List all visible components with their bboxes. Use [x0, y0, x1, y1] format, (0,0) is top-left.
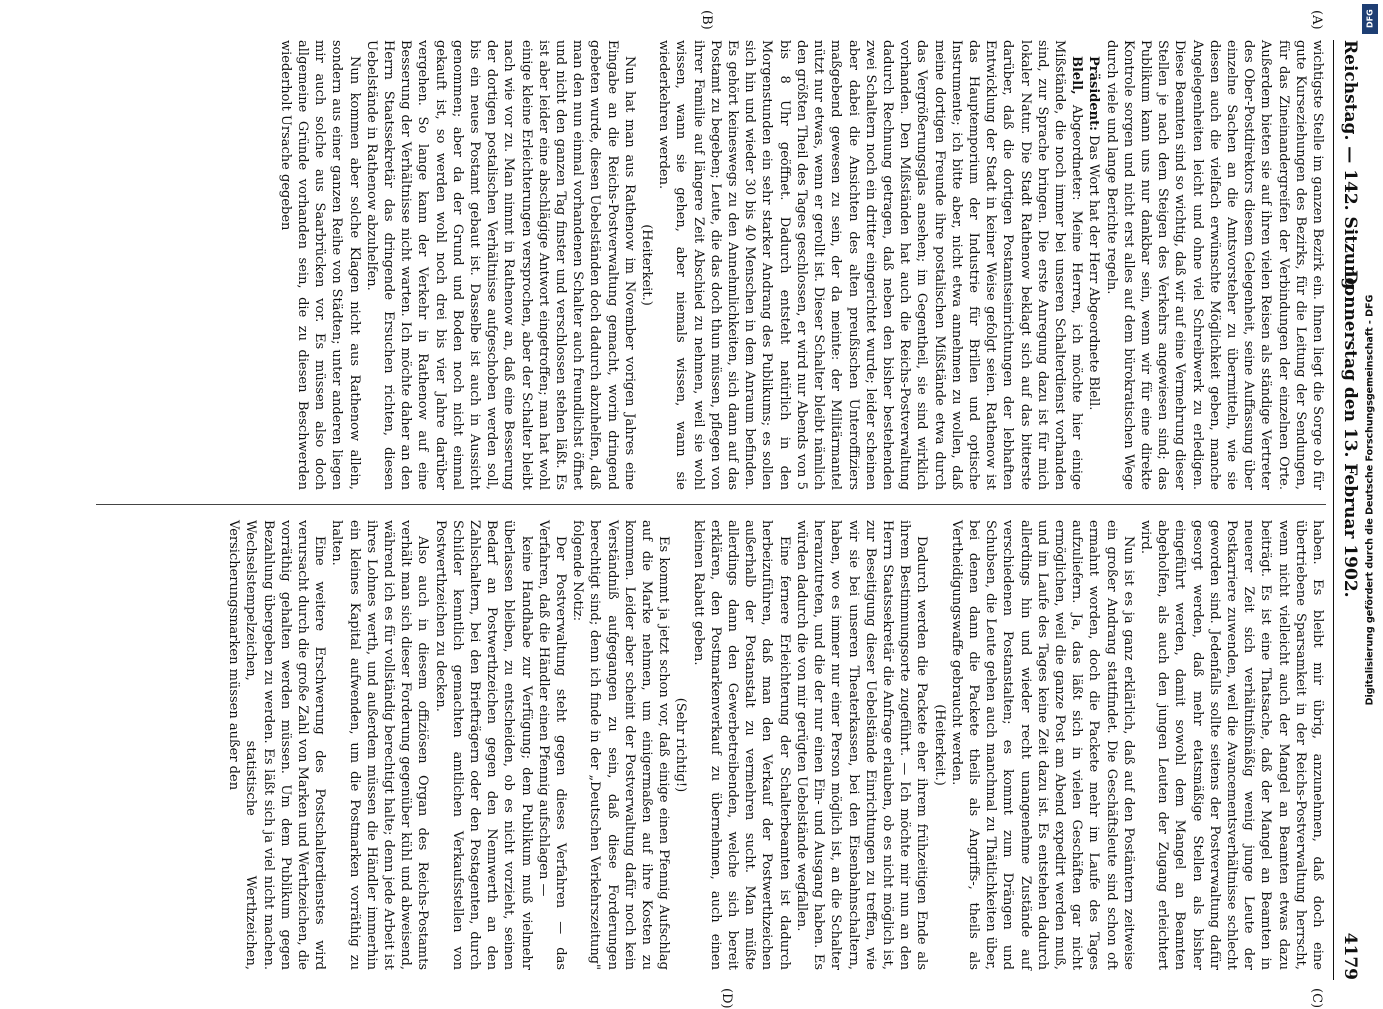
paragraph: Nun kommen aber solche Klagen nicht aus Rathenow allein, sondern aus einer ganzen Reihe von Städten; unter anderen liegen mir auch solche aus Saarbrücken vor. Es müssen also doch allgemeine Gründe vorhanden sein, die zu diesen Beschwerden wiederholt Ursache gegeben: [277, 40, 362, 490]
paragraph: [655, 40, 1085, 490]
paragraph: [1085, 40, 1102, 490]
interjection: (Heiterkeit.): [639, 224, 655, 306]
interjection: (Heiterkeit.): [931, 704, 947, 786]
paragraph: Es kommt ja jetzt schon vor, daß einige einen Pfennig Aufschlag auf die Marke nehmen, um einigermaßen auf ihre Kosten zu kommen. Leider aber scheint der Postverwaltung dafür noch kein Verständniß aufgegangen zu sein, daß diese Forderungen berechtigt sind; denn ich finde in der „Deutschen Verkehrszeitung" folgende Notiz:: [570, 520, 672, 970]
paragraph: Dadurch werden die Packete eher ihrem frühzeitigen Ende als ihrem Bestimmungsorte zugeführt. — Ich möchte mir nun an den Herrn Staatssekretär die Anfrage erlauben, ob es nicht möglich ist, zur Beseitigung dieser Uebelstände Einrichtungen zu treffen, wie wir sie bei unseren Theaterkassen, bei den Eisenbahnschaltern, haben, wo es immer nur einer Person möglich ist, an die Schalter heranzutreten, und die der nur einen Ein- und Ausgang haben. Es würden dadurch die von mir gerügten Uebelstände wegfallen.: [793, 520, 930, 970]
header-rule: [1333, 40, 1334, 980]
left-column: [92, 40, 1326, 490]
date-title: Donnerstag den 13. Februar 1902.: [1340, 270, 1360, 598]
interjection: (Sehr richtig!): [673, 697, 689, 793]
paragraph: wichtigste Stelle im ganzen Bezirk ein. Ihnen liegt die Sorge ob für gute Kurseziehungen des Bezirks, für die Leitung der Sendungen, für das Zineinandergreifen der Verbindungen der einzelnen Orte. Außerdem bieten sie auf ihren vielen Reisen als ständige Vertreter des Ober-Postdirektors diesem Gelegenheit, seine Auffassung über einzelne Sachen an die Amtsvorsteher zu übermitteln, wie sie diesen auch die vielfach erwünschte Möglichkeit geben, manche Angelegenheiten leicht und ohne viel Schreibwerk zu erledigen. Diese Beamten sind so wichtig, daß wir auf eine Vermehrung dieser Stellen je nach dem Steigen des Verkehrs angewiesen sind; das Publikum kann uns nur dankbar sein, wenn wir für eine direkte Kontrole sorgen und nicht erst alles auf dem bürokratischen Wege durch viele und lange Berichte regeln.: [1103, 40, 1325, 490]
margin-marker-b: (B): [699, 10, 714, 30]
quotation: keine Handhabe zur Verfügung; dem Publikum muß vielmehr überlassen bleiben, zu entscheiden, ob es nicht vorzieht, seinen Bedarf an Postwerthzeichen gegen den Nennwerth an den Zahlschaltern, bei den Briefträgern oder den Postagenten, durch Schilder kenntlich gemachten amtlichen Verkaufsstellen von Postwerthzeichen zu decken.: [432, 520, 534, 970]
dfg-logo: DFG: [1362, 4, 1378, 34]
margin-marker-c: (C): [1309, 988, 1324, 1009]
paragraph: haben. Es bleibt mir übrig, anzunehmen, daß doch eine übertriebene Sparsamkeit in der Reichs-Postverwaltung herrscht, wenn nicht vielleicht auch der Mangel an Beamten etwas dazu beiträgt. Es ist eine Thatsache, daß der Mangel an Beamten in neuerer Zeit sich verhältnißmäßig wenig junge Leute der Postkarriere zuwenden, weil die Avancementsverhältnisse schlecht geworden sind. Jedenfalls sollte seitens der Postverwaltung dafür gesorgt werden, daß mehr etatsmäßige Stellen als bisher eingeführt werden, damit sowohl dem Mangel an Beamten abgeholfen, als auch den jungen Leuten der Zugang erleichtert wird.: [1137, 520, 1325, 970]
paragraph: Nun hat man aus Rathenow im November vorigen Jahres eine Eingabe an die Reichs-Postverwaltung gemacht, worin dringend gebeten wurde, diesen Uebelständen doch dadurch abzuhelfen, daß man den nun einmal vorhandenen Schalter auch freundlichst öffnet und nicht den ganzen Tag finster und verschlossen stehen läßt. Es ist aber leider eine abschlägige Antwort eingetroffen; man hat wohl einige kleine Erleichterungen versprochen, aber der Schalter bleibt nach wie vor zu. Man nimmt in Rathenow an, daß eine Besserung der dortigen postalischen Verhältnisse aufgeschoben werden soll, bis ein neues Postamt gebaut ist. Dasselbe ist auch in Aussicht genommen; aber da der Grund und Boden noch nicht einmal gekauft ist, so werden wohl noch drei bis vier Jahre darüber vergehen. So lange kann der Verkehr in Rathenow auf eine Besserung der Verhältnisse nicht warten. Ich möchte daher an den Herrn Staatssekretär das dringende Ersuchen richten, diesen Uebelstände in Rathenow abzuhelfen.: [363, 40, 637, 490]
paragraph: Also auch in diesem offiziösen Organ des Reichs-Postamts verhält man sich dieser Forderung gegenüber kühl und abweisend, während ich es für vollständig berechtigt halte; denn jede Arbeit ist ihres Lohnes werth, und außerdem müssen die Händler immerhin ein kleines Kapital aufwenden, um die Postmarken vorräthig zu halten.: [329, 520, 431, 970]
document-page: [86, 10, 1364, 1009]
right-column: [92, 520, 1326, 970]
credit-text: Digitalisierung gefördert durch die Deutsche Forschungsgemeinschaft - DFG: [1364, 294, 1376, 706]
paragraph: Nun ist es ja ganz erklärlich, daß auf den Postämtern zeitweise ein großer Andrang stattfindet. Die Geschäftsleute sind schon oft ermahnt worden, doch die Packete mehr im Laufe des Tages aufzuliefern. Ja, das läßt sich in vielen Geschäften gar nicht ermöglichen, weil die ganze Post am Abend expedirt werden muß, und im Laufe des Tages keine Zeit dazu ist. Es entstehen dadurch allerdings hin und wieder recht unangenehme Zustände auf verschiedenen Postanstalten; es kommt zum Drängen und Schubsen, die Leute gehen auch manchmal zu Thätlichkeiten über, bei denen dann die Packete theils als Angriffs-, theils als Vertheidigungswaffe gebraucht werden.: [948, 520, 1136, 970]
paragraph: Eine fernere Erleichterung der Schalterbeamten ist dadurch herbeizuführen, daß man den Verkauf der Postwerthzeichen außerhalb der Postanstalt zu vermehren sucht. Man müßte allerdings dann den Gewerbetreibenden, welche sich bereit erklären, den Postmarkenverkauf zu übernehmen, auch einen kleinen Rabatt geben.: [690, 520, 792, 970]
speaker-label: Blell,: [1069, 56, 1085, 95]
session-title: Reichstag. — 142. Sitzung.: [1340, 40, 1360, 296]
page-header: [1330, 40, 1360, 980]
paragraph-text: Abgeordneter: Meine Herren, ich möchte hier einige Mißstände, die noch immer bei unseren Schalterdienst vorhanden sind, zur Sprache bringen. Die erste Anregung dazu ist für mich lokaler Natur. Die Stadt Rathenow beklagt sich auf das bitterste darüber, daß die dortigen Postamtseinrichtungen der lebhaften Entwicklung der Stadt in keiner Weise gefolgt seien. Rathenow ist das Hauptemporium der Industrie für Brillen und optische Instrumente; ich bitte aber, nicht etwa annehmen zu wollen, daß meine dortigen Freunde ihre postalischen Mißstände etwa durch das Vergrößerungsglas ansehen; im Gegentheil, sie sind wirklich vorhanden. Den Mißständen hat auch die Reichs-Postverwaltung dadurch Rechnung getragen, daß neben den bisher bestehenden zwei Schaltern noch ein dritter eingerichtet wurde; leider scheinen aber dabei die Ansichten des alten preußischen Unteroffiziers maßgebend gewesen zu sein, der da meinte: der Militärmantel nützt nur etwas, wenn er gerollt ist. Dieser Schalter bleibt nämlich den größten Theil des Tages geschlossen, er wird nur Abends von 5 bis 8 Uhr geöffnet. Dadurch entsteht natürlich in den Morgenstunden ein sehr starker Andrang des Publikums; es sollen sich hin und wieder 30 bis 40 Menschen in dem Anraum befinden. Es gehört keineswegs zu den Annehmlichkeiten, sich dann auf das Postamt zu begeben; Leute, die das doch thun müssen, pflegen von ihrer Familie auf längere Zeit Abschied zu nehmen, weil sie wohl wissen, wann sie gehen, aber niemals wissen, wann sie wiederkehren werden.: [656, 40, 1085, 490]
speaker-label: Präsident:: [1086, 56, 1102, 131]
margin-marker-a: (A): [1309, 10, 1324, 30]
page-number: 4179: [1340, 932, 1360, 980]
paragraph: Der Postverwaltung steht gegen dieses Verfahren — das Verfahren, daß die Händler einen Pfennig aufschlagen —: [535, 520, 569, 970]
digitization-credit: [1358, 0, 1382, 1000]
paragraph: Eine weitere Erschwerung des Postschalterdienstes wird verursacht durch die große Zahl von Marken und Werthzeichen, die vorräthig gehalten werden müssen. Um dem Publikum gegen Bezahlung übergeben zu werden. Es läßt sich ja viel nicht machen. Wechselstempelzeichen, statistische Werthzeichen, Versicherungsmarken müssen außer den: [226, 520, 328, 970]
margin-marker-d: (D): [719, 988, 734, 1009]
column-divider: [96, 504, 1326, 505]
paragraph-text: Das Wort hat der Herr Abgeordnete Blell.: [1086, 135, 1102, 411]
